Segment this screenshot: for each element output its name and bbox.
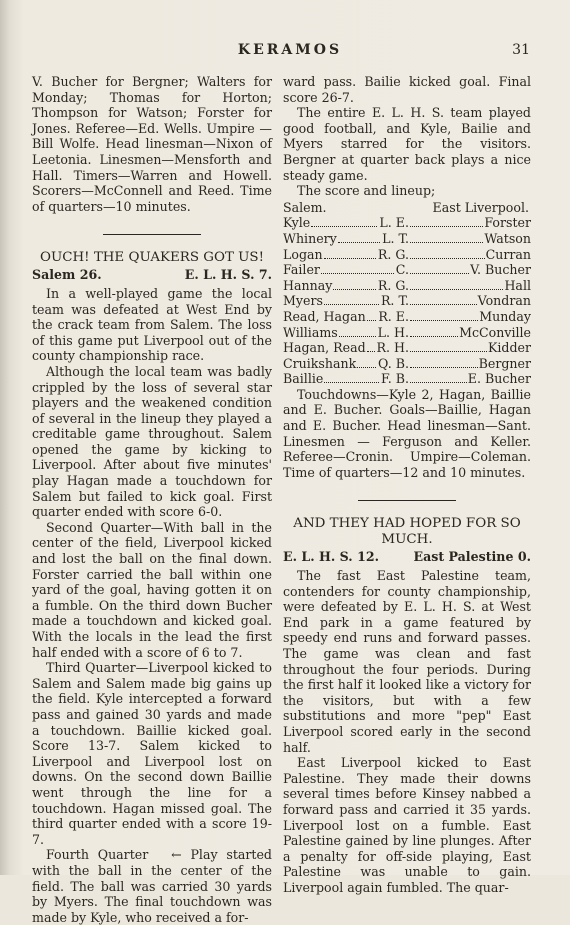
position: R. H.: [376, 340, 409, 356]
lineup-header-salem: Salem.: [283, 199, 327, 215]
dot-leader: [333, 280, 376, 290]
lineup-row: [283, 262, 531, 278]
lineup-right: [409, 371, 531, 387]
section-divider: [358, 500, 456, 501]
article-paragraph: East Liverpool kicked to East Palestine. They made their downs several times before Kinsey nabbed a forward pass and carried it 35 yards. Liverpool lost on a fumble. East Palestine gained by line plunges. After a penalty for off-side playing, East Palestine was unable to gain. Liverpool again fumbled. The quar-: [283, 755, 531, 895]
dot-leader: [410, 217, 483, 227]
fourth-quarter-text: Play started with the ball in the center of the field. The ball was carried 30 yards by Myers. The final touchdown was made by Kyle, who received a for-: [32, 847, 272, 925]
dot-leader: [338, 233, 380, 243]
lineup-right: [409, 215, 531, 231]
running-head: [0, 42, 570, 62]
article-paragraph: Touchdowns—Kyle 2, Hagan, Baillie and E. Bucher. Goals—Baillie, Hagan and E. Bucher. Head linesman—Sant. Linesmen — Ferguson and Keller. Referee—Cronin. Umpire—Coleman. Time of quarters—12 and 10 minutes.: [283, 386, 531, 480]
handwritten-mark: ←: [171, 847, 182, 863]
lineup-right: [409, 356, 531, 372]
east-liverpool-player: Forster: [484, 215, 531, 231]
lineup-left: [283, 356, 409, 372]
dot-leader: [321, 264, 394, 274]
lineup-right: [409, 278, 531, 294]
article-paragraph: In a well-played game the local team was defeated at West End by the crack team from Salem. The loss of this game put Liverpool out of the county championship race.: [32, 285, 272, 364]
left-column: [32, 74, 272, 925]
dot-leader: [410, 249, 485, 259]
east-liverpool-player: Watson: [484, 230, 531, 246]
position: R. T.: [380, 293, 409, 309]
dot-leader: [367, 311, 377, 321]
position: R. G.: [377, 277, 409, 293]
dot-leader: [357, 358, 376, 368]
lineup-row: [283, 278, 531, 294]
salem-player: Myers: [283, 293, 323, 309]
dot-leader: [324, 373, 379, 383]
lineup-left: [283, 340, 409, 356]
dot-leader: [410, 280, 503, 290]
salem-player: Cruikshank: [283, 355, 357, 371]
salem-player: Kyle: [283, 215, 311, 231]
east-liverpool-player: V. Bucher: [470, 262, 531, 278]
score-salem: Salem 26.: [32, 267, 102, 283]
lineup-right: [409, 231, 531, 247]
salem-player: Failer: [283, 262, 320, 278]
lineup-row: [283, 371, 531, 387]
position: L. H.: [377, 324, 409, 340]
east-liverpool-player: Kidder: [487, 340, 531, 356]
position: C.: [395, 262, 409, 278]
lineup-right: [409, 340, 531, 356]
dot-leader: [410, 233, 483, 243]
salem-player: Williams: [283, 324, 338, 340]
position: R. E.: [378, 308, 409, 324]
lineup-row: [283, 247, 531, 263]
article-paragraph: The entire E. L. H. S. team played good football, and Kyle, Bailie and Myers starred for the visitors. Bergner at quarter back plays a nice steady game.: [283, 105, 531, 183]
salem-player: Hannay: [283, 277, 333, 293]
east-liverpool-player: Hall: [504, 277, 531, 293]
dot-leader: [311, 217, 377, 227]
position: R. G.: [377, 246, 409, 262]
continued-paragraph: ward pass. Bailie kicked goal. Final score 26-7.: [283, 74, 531, 105]
section-divider: [103, 234, 201, 235]
dot-leader: [410, 373, 467, 383]
lineup-left: [283, 371, 409, 387]
position: L. E.: [379, 215, 409, 231]
article-headline-hoped: AND THEY HAD HOPED FOR SO MUCH.: [293, 516, 521, 548]
salem-player: Read, Hagan: [283, 308, 366, 324]
journal-title: KERAMOS: [237, 42, 343, 58]
east-liverpool-player: Curran: [485, 246, 531, 262]
lineup-left: [283, 262, 409, 278]
lineup-left: [283, 215, 409, 231]
lineup-row: [283, 340, 531, 356]
score-elhs: E. L. H. S. 7.: [184, 267, 272, 283]
salem-player: Whinery: [283, 230, 337, 246]
dot-leader: [410, 311, 478, 321]
dot-leader: [410, 327, 458, 337]
score-line-east-palestine: [283, 549, 531, 565]
lineup-row: [283, 309, 531, 325]
dot-leader: [324, 249, 376, 259]
lineup-table: [283, 215, 531, 387]
lineup-right: [409, 309, 531, 325]
lineup-left: [283, 231, 409, 247]
position: F. B.: [380, 371, 409, 387]
east-liverpool-player: Bergner: [478, 355, 531, 371]
dot-leader: [410, 264, 469, 274]
dot-leader: [339, 327, 376, 337]
article-paragraph: Second Quarter—With ball in the center of the field, Liverpool kicked and lost the ball on the final down. Forster carried the ball within one yard of the goal, having gotten it on a fumble. On the third down Bucher made a touchdown and kicked goal. With the locals in the lead the first half ended with a score of 6 to 7.: [32, 519, 272, 660]
east-liverpool-player: Munday: [479, 308, 531, 324]
article-paragraph: The fast East Palestine team, contenders for county championship, were defeated by E. L. H. S. at West End park in a game featured by speedy end runs and forward passes. The game was clean and fast throughout the four periods. During the first half it looked like a victory for the visitors, but with a few substitutions and more "pep" East Liverpool scored early in the second half.: [283, 568, 531, 755]
dot-leader: [367, 342, 375, 352]
dot-leader: [410, 295, 477, 305]
lineup-right: [409, 247, 531, 263]
lineup-row: [283, 325, 531, 341]
lineup-row: [283, 231, 531, 247]
lineup-right: [409, 262, 531, 278]
score-elhs: E. L. H. S. 12.: [283, 549, 379, 565]
dot-leader: [410, 342, 487, 352]
carryover-paragraph: V. Bucher for Bergner; Walters for Monday; Thomas for Horton; Thompson for Watson; Forster for Jones. Referee—Ed. Wells. Umpire —Bill Wolfe. Head linesman—Nixon of Leetonia. Linesmen—Mensforth and Hall. Timers—Warren and Howell. Scorers—McConnell and Reed. Time of quarters—10 minutes.: [32, 74, 272, 214]
lineup-header-east-liverpool: East Liverpool.: [432, 199, 529, 215]
east-liverpool-player: Vondran: [477, 293, 531, 309]
lineup-right: [409, 325, 531, 341]
lineup-row: [283, 293, 531, 309]
article-headline-quakers: OUCH! THE QUAKERS GOT US!: [40, 250, 264, 266]
score-east-palestine: East Palestine 0.: [413, 549, 531, 565]
lineup-left: [283, 278, 409, 294]
right-column: [283, 74, 531, 896]
position: Q. B.: [378, 355, 409, 371]
salem-player: Baillie: [283, 371, 324, 387]
article-paragraph: Third Quarter—Liverpool kicked to Salem and Salem made big gains up the field. Kyle intercepted a forward pass and gained 30 yards and made a touchdown. Baillie kicked goal. Score 13-7. Salem kicked to Liverpool and Liverpool lost on downs. On the second down Baillie went through the line for a touchdown. Hagan missed goal. The third quarter ended with a score 19-7.: [32, 660, 272, 847]
position: L. T.: [382, 230, 409, 246]
score-line-salem: [32, 267, 272, 283]
salem-player: Hagan, Read: [283, 340, 366, 356]
dot-leader: [324, 295, 379, 305]
salem-player: Logan: [283, 246, 323, 262]
east-liverpool-player: McConville: [459, 324, 531, 340]
lineup-right: [409, 293, 531, 309]
lineup-left: [283, 325, 409, 341]
article-paragraph: Although the local team was badly crippled by the loss of several star players and the weakened condition of several in the lineup they played a creditable game throughout. Salem opened the game by kicking to Liverpool. After about five minutes' play Hagan made a touchdown for Salem but failed to kick goal. First quarter ended with score 6-0.: [32, 363, 272, 520]
east-liverpool-player: E. Bucher: [467, 371, 531, 387]
article-paragraph-fourth-quarter: [32, 847, 272, 925]
page-number: 31: [512, 42, 530, 58]
lineup-left: [283, 309, 409, 325]
article-paragraph: The score and lineup;: [297, 183, 436, 199]
lineup-left: [283, 247, 409, 263]
dot-leader: [410, 358, 478, 368]
lineup-header: [283, 200, 531, 216]
lineup-row: [283, 356, 531, 372]
fourth-quarter-lead: Fourth Quarter: [46, 847, 149, 863]
lineup-row: [283, 215, 531, 231]
lineup-left: [283, 293, 409, 309]
